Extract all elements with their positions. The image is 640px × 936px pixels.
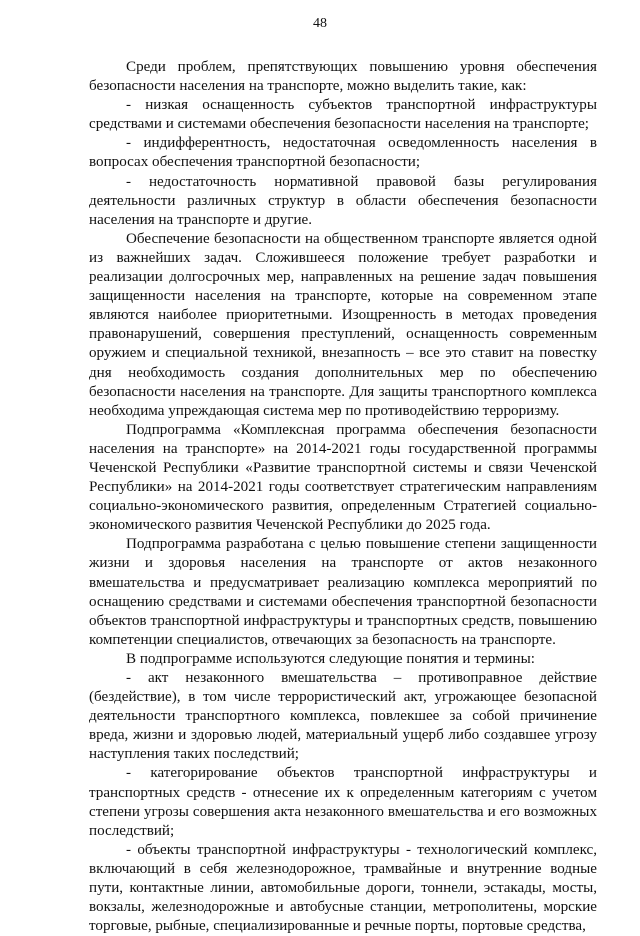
page-number: 48 [313,16,327,31]
paragraph-problems-intro: Среди проблем, препятствующих повышению уровня обеспечения безопасности населения на транспорте, можно выделить такие, как: [89,59,597,95]
document-body [89,58,597,936]
term-categorization: - категорирование объектов транспортной инфраструктуры и транспортных средств - отнесение их к определенным категориям с учетом степени угрозы совершения акта незаконного вмешательства и его возможных последствий; [89,765,597,839]
paragraph-subprogram-description: Подпрограмма «Комплексная программа обеспечения безопасности населения на транспорте» на 2014-2021 годы государственной программы Чеченской Республики «Развитие транспортной системы и связи Чеченской Республики» на 2014-2021 годы соответствует стратегическим направлениям социально-экономического развития, определенным Стратегией социально-экономического развития Чеченской Республики до 2025 года. [89,421,597,534]
paragraph-public-transport-security: Обеспечение безопасности на общественном транспорте является одной из важнейших задач. Сложившееся положение требует разработки и реализации долгосрочных мер, направленных на решение задач повышения защищенности населения на транспорте, которые на современном этапе являются наиболее приоритетными. Изощренность в методах проведения правонарушений, совершения преступлений, оснащенность современным оружием и специальной техникой, внезапность – все это ставит на повестку дня необходимость создания дополнительных мер по обеспечению безопасности населения на транспорте. Для защиты транспортного комплекса необходима упреждающая система мер по противодействию терроризму. [89,230,597,419]
paragraph-subprogram-purpose: Подпрограмма разработана с целью повышение степени защищенности жизни и здоровья населения на транспорте от актов незаконного вмешательства и предусматривает реализацию комплекса мероприятий по оснащению средствами и системами обеспечения транспортной безопасности объектов транспортной инфраструктуры и транспортных средств, повышению компетенции специалистов, отвечающих за безопасность на транспорте. [89,536,597,648]
term-unlawful-interference: - акт незаконного вмешательства – противоправное действие (бездействие), в том числе террористический акт, угрожающее безопасной деятельности транспортного комплекса, повлекшее за собой причинение вреда, жизни и здоровью людей, материальный ущерб либо создавшее угрозу наступления таких последствий; [89,670,597,763]
list-item-regulatory-base: - недостаточность нормативной правовой базы регулирования деятельности различных структур в области обеспечения безопасности населения на транспорте и другие. [89,173,597,228]
paragraph-terms-intro: В подпрограмме используются следующие понятия и термины: [126,650,535,667]
list-item-indifference: - индифферентность, недостаточная осведомленность населения в вопросах обеспечения транспортной безопасности; [89,135,597,171]
list-item-low-equipment: - низкая оснащенность субъектов транспортной инфраструктуры средствами и системами обеспечения безопасности населения на транспорте; [89,97,597,133]
term-infrastructure-objects: - объекты транспортной инфраструктуры - технологический комплекс, включающий в себя железнодорожное, трамвайные и внутренние водные пути, контактные линии, автомобильные дороги, тоннели, эстакады, мосты, вокзалы, железнодорожные и автобусные станции, метрополитены, морские торговые, рыбные, специализированные и речные порты, портовые средства, [89,841,597,935]
